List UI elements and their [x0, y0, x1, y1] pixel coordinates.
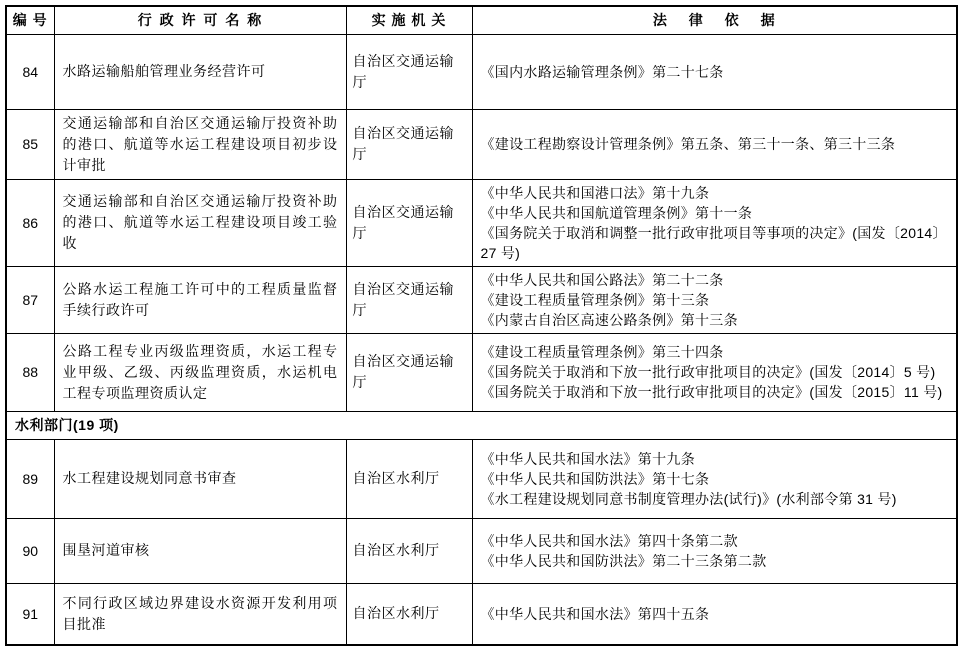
law-line: 《中华人民共和国防洪法》第十七条: [480, 470, 710, 487]
law-line: 《建设工程质量管理条例》第三十四条: [480, 344, 724, 360]
legal-basis: [472, 439, 957, 518]
legal-basis: [472, 266, 957, 333]
table-row-91: [6, 583, 957, 645]
agency: 自治区交通运输厅: [346, 34, 472, 109]
table-row-87: [6, 266, 957, 333]
agency: 自治区水利厅: [346, 518, 472, 583]
row-id: 87: [6, 266, 54, 333]
legal-basis: [472, 34, 957, 109]
permit-name: 交通运输部和自治区交通运输厅投资补助的港口、航道等水运工程建设项目竣工验收: [54, 179, 346, 266]
law-line: 《国内水路运输管理条例》第二十七条: [480, 63, 724, 80]
table-row-84: [6, 34, 957, 109]
row-id: 89: [6, 439, 54, 518]
permit-name: 公路水运工程施工许可中的工程质量监督手续行政许可: [54, 266, 346, 333]
agency: 自治区交通运输厅: [346, 333, 472, 411]
row-id: 91: [6, 583, 54, 645]
row-id: 85: [6, 109, 54, 179]
header-agency: 实 施 机 关: [346, 6, 472, 34]
permit-name: 水路运输船舶管理业务经营许可: [54, 34, 346, 109]
table-row-89: [6, 439, 957, 518]
permit-name: 围垦河道审核: [54, 518, 346, 583]
law-line: 《中华人民共和国水法》第四十条第二款: [480, 532, 738, 549]
header-legal-basis: 法 律 依 据: [472, 6, 957, 34]
section-row-water-dept: [6, 411, 957, 439]
row-id: 90: [6, 518, 54, 583]
header-id: 编 号: [6, 6, 54, 34]
law-line: 《中华人民共和国公路法》第二十二条: [480, 271, 724, 288]
agency: 自治区水利厅: [346, 583, 472, 645]
permits-table: [5, 5, 958, 646]
row-id: 84: [6, 34, 54, 109]
agency: 自治区交通运输厅: [346, 179, 472, 266]
law-line: 《内蒙古自治区高速公路条例》第十三条: [480, 311, 738, 328]
law-line: 《中华人民共和国水法》第四十五条: [480, 605, 710, 622]
row-id: 88: [6, 333, 54, 411]
permit-name: 公路工程专业丙级监理资质，水运工程专业甲级、乙级、丙级监理资质，水运机电工程专项监理资质认定: [54, 333, 346, 411]
section-header: 水利部门(19 项): [6, 411, 957, 439]
law-line: 《国务院关于取消和下放一批行政审批项目的决定》(国发〔2015〕11 号): [480, 384, 943, 400]
permit-name: 不同行政区域边界建设水资源开发利用项目批准: [54, 583, 346, 645]
law-line: 《中华人民共和国水法》第十九条: [480, 450, 695, 467]
legal-basis: [472, 583, 957, 645]
law-line: 《中华人民共和国航道管理条例》第十一条: [480, 204, 753, 221]
legal-basis: [472, 109, 957, 179]
law-line: 《中华人民共和国港口法》第十九条: [480, 184, 710, 201]
table-row-86: [6, 179, 957, 266]
agency: 自治区交通运输厅: [346, 266, 472, 333]
row-id: 86: [6, 179, 54, 266]
table-row-88: [6, 333, 957, 411]
agency: 自治区交通运输厅: [346, 109, 472, 179]
permit-name: 水工程建设规划同意书审查: [54, 439, 346, 518]
law-line: 《中华人民共和国防洪法》第二十三条第二款: [480, 552, 767, 569]
permit-name: 交通运输部和自治区交通运输厅投资补助的港口、航道等水运工程建设项目初步设计审批: [54, 109, 346, 179]
legal-basis: [472, 333, 957, 411]
header-permit-name: 行 政 许 可 名 称: [54, 6, 346, 34]
legal-basis: [472, 518, 957, 583]
table-row-90: [6, 518, 957, 583]
table-row-85: [6, 109, 957, 179]
agency: 自治区水利厅: [346, 439, 472, 518]
law-line: 《建设工程质量管理条例》第十三条: [480, 291, 710, 308]
table-header-row: [6, 6, 957, 34]
legal-basis: [472, 179, 957, 266]
law-line: 《国务院关于取消和调整一批行政审批项目等事项的决定》(国发〔2014〕27 号): [480, 224, 947, 261]
law-line: 《水工程建设规划同意书制度管理办法(试行)》(水利部令第 31 号): [480, 490, 897, 507]
law-line: 《建设工程勘察设计管理条例》第五条、第三十一条、第三十三条: [480, 136, 896, 152]
law-line: 《国务院关于取消和下放一批行政审批项目的决定》(国发〔2014〕5 号): [480, 364, 936, 380]
